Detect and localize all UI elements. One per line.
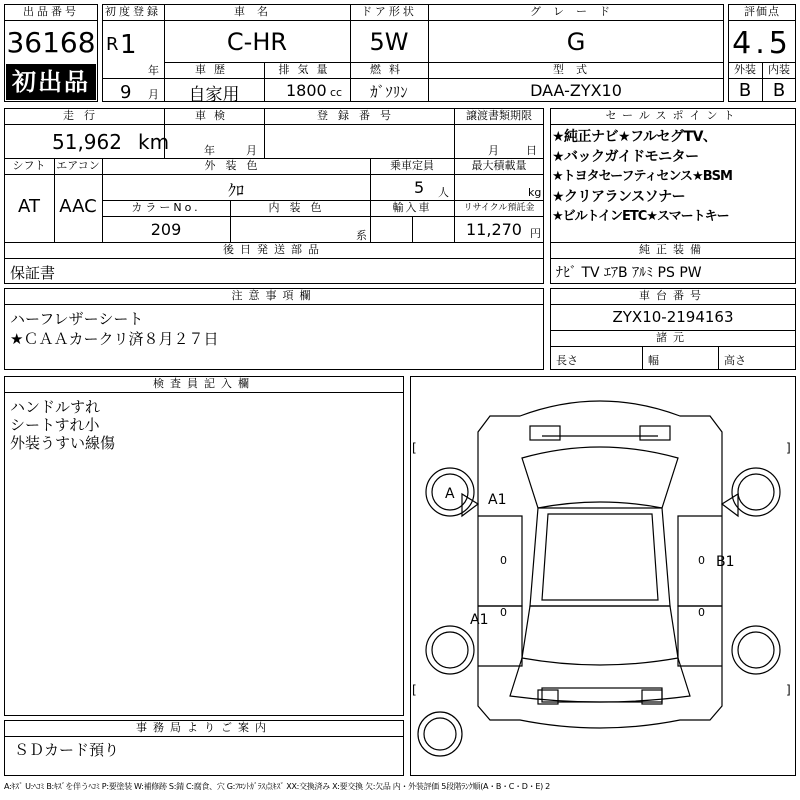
damage-mark-left-door: 0 bbox=[500, 554, 507, 567]
mileage-unit: km bbox=[138, 130, 170, 154]
score-label: 評価点 bbox=[744, 5, 780, 18]
registration-number-label: 登録番号 bbox=[317, 109, 401, 122]
car-name-label: 車名 bbox=[234, 5, 280, 18]
mileage-label: 走行 bbox=[63, 109, 105, 122]
displacement-label: 排気量 bbox=[278, 63, 336, 76]
color-number-label: カラーNo. bbox=[131, 201, 201, 214]
sales-points-label: セールスポイント bbox=[605, 109, 741, 122]
inspector-line: シートすれ小 bbox=[10, 416, 100, 434]
door-label: ドア形状 bbox=[361, 5, 417, 18]
model-code: DAA-ZYX10 bbox=[530, 81, 622, 100]
note-line: ハーフレザーシート bbox=[10, 310, 144, 328]
registration-year: 1 bbox=[120, 30, 137, 60]
transfer-deadline-label: 譲渡書類期限 bbox=[466, 109, 532, 122]
max-load-unit: kg bbox=[528, 186, 542, 199]
car-name: C-HR bbox=[226, 28, 288, 56]
capacity-label: 乗車定員 bbox=[390, 159, 434, 172]
width-label: 幅 bbox=[648, 354, 659, 367]
exterior-color-label: 外装色 bbox=[204, 159, 268, 172]
equipment-label: 純正装備 bbox=[639, 243, 707, 256]
damage-mark-front-fender: A1 bbox=[488, 492, 507, 508]
later-parts: 保証書 bbox=[10, 264, 56, 282]
interior-label: 内装 bbox=[768, 63, 790, 76]
chassis-label: 車台番号 bbox=[639, 289, 707, 302]
inspector-label: 検査員記入欄 bbox=[153, 377, 255, 390]
office-note: ＳＤカード預り bbox=[14, 741, 120, 759]
sales-points-list bbox=[552, 127, 796, 227]
registration-month: 9 bbox=[120, 82, 132, 103]
inspection-label: 車検 bbox=[195, 109, 233, 122]
recycle-fee: 11,270 bbox=[466, 220, 522, 239]
lot-number: 36168 bbox=[6, 26, 96, 59]
sales-point: ★クリアランスソナー bbox=[552, 189, 686, 205]
length-label: 長さ bbox=[556, 354, 578, 367]
exterior-grade: B bbox=[738, 80, 752, 101]
sales-point: ★ビルトインETC★スマートキー bbox=[552, 209, 729, 224]
first-listing-text: 初出品 bbox=[12, 68, 90, 96]
max-load-label: 最大積載量 bbox=[471, 159, 527, 172]
year-unit: 年 bbox=[148, 64, 159, 77]
transfer-day-unit: 日 bbox=[526, 144, 537, 157]
interior-grade: B bbox=[772, 80, 786, 101]
office-label: 事務局よりご案内 bbox=[136, 721, 272, 734]
bracket-front-right: ] bbox=[786, 441, 791, 455]
dims-label: 諸元 bbox=[656, 331, 690, 344]
inspection-month-unit: 月 bbox=[246, 144, 257, 157]
recycle-unit: 円 bbox=[530, 227, 541, 240]
mileage: 51,962 bbox=[52, 130, 122, 154]
era-letter: R bbox=[106, 34, 119, 55]
sales-point: ★純正ナビ★フルセグTV、 bbox=[552, 129, 717, 145]
damage-mark-rear-right-door: 0 bbox=[698, 606, 705, 619]
first-registration-label: 初度登録 bbox=[105, 5, 161, 18]
sales-point: ★トヨタセーフティセンス★BSM bbox=[552, 169, 732, 184]
chassis-number: ZYX10-2194163 bbox=[612, 308, 734, 326]
legend: A:ｷｽﾞ U:ﾍｺﾐ B:ｷｽﾞを伴うﾍｺﾐ P:要塗装 W:補修跡 S:錆 C:腐食、穴 G:ﾌﾛﾝﾄｶﾞﾗｽ点ｷｽﾞ XX:交換済み X:要交換 欠:欠品 内・外装評価 5段階ﾗﾝｸ順(A・B・C・D・E) 2 bbox=[4, 782, 550, 791]
history-label: 車歴 bbox=[195, 63, 233, 76]
exterior-label: 外装 bbox=[734, 63, 756, 76]
bracket-rear-right: ] bbox=[786, 683, 791, 697]
bracket-front-left: [ bbox=[412, 441, 417, 455]
damage-mark-right-door-b1: B1 bbox=[716, 554, 735, 570]
grade-label: グレード bbox=[530, 5, 622, 18]
damage-mark-right-door: 0 bbox=[698, 554, 705, 567]
shift-label: シフト bbox=[12, 159, 46, 172]
score: 4.5 bbox=[732, 26, 792, 61]
model-label: 型式 bbox=[553, 63, 599, 76]
damage-mark-front-left-wheel: A bbox=[445, 486, 455, 502]
damage-mark-rear-left: A1 bbox=[470, 612, 489, 628]
interior-color-label: 内装色 bbox=[268, 201, 332, 214]
aircon-label: エアコン bbox=[56, 159, 100, 172]
fuel-label: 燃料 bbox=[370, 63, 408, 76]
inspector-line: ハンドルすれ bbox=[10, 398, 101, 416]
displacement: 1800 bbox=[286, 81, 327, 100]
grade: G bbox=[566, 28, 586, 56]
later-parts-label: 後日発送部品 bbox=[223, 243, 325, 256]
height-label: 高さ bbox=[724, 354, 746, 367]
notes-label: 注意事項欄 bbox=[231, 289, 317, 302]
history: 自家用 bbox=[188, 85, 240, 105]
door-type: 5W bbox=[369, 28, 409, 56]
equipment: ﾅﾋﾞ TV ｴｱB ｱﾙﾐ PS PW bbox=[556, 265, 702, 281]
recycle-label: リサイクル預託金 bbox=[463, 203, 535, 213]
capacity-unit: 人 bbox=[438, 186, 449, 199]
fuel: ｶﾞｿﾘﾝ bbox=[370, 83, 408, 101]
inspection-year-unit: 年 bbox=[204, 144, 215, 157]
displacement-unit: cc bbox=[330, 86, 343, 99]
capacity: 5 bbox=[414, 178, 425, 197]
import-label: 輸入車 bbox=[392, 201, 432, 214]
damage-mark-rear-left-door: 0 bbox=[500, 606, 507, 619]
inspector-line: 外装うすい線傷 bbox=[10, 434, 116, 452]
shift: AT bbox=[18, 196, 40, 217]
sales-point: ★バックガイドモニター bbox=[552, 149, 699, 165]
note-line: ★ＣＡＡカークリ済８月２７日 bbox=[10, 330, 219, 348]
aircon: AAC bbox=[59, 196, 97, 217]
exterior-color: ｸﾛ bbox=[227, 181, 244, 200]
lot-number-label: 出品番号 bbox=[23, 5, 79, 18]
color-number: 209 bbox=[150, 220, 182, 239]
transfer-month-unit: 月 bbox=[488, 144, 499, 157]
month-unit: 月 bbox=[148, 88, 159, 101]
interior-color-unit: 系 bbox=[356, 229, 367, 242]
car-diagram bbox=[410, 376, 796, 776]
bracket-rear-left: [ bbox=[412, 683, 417, 697]
